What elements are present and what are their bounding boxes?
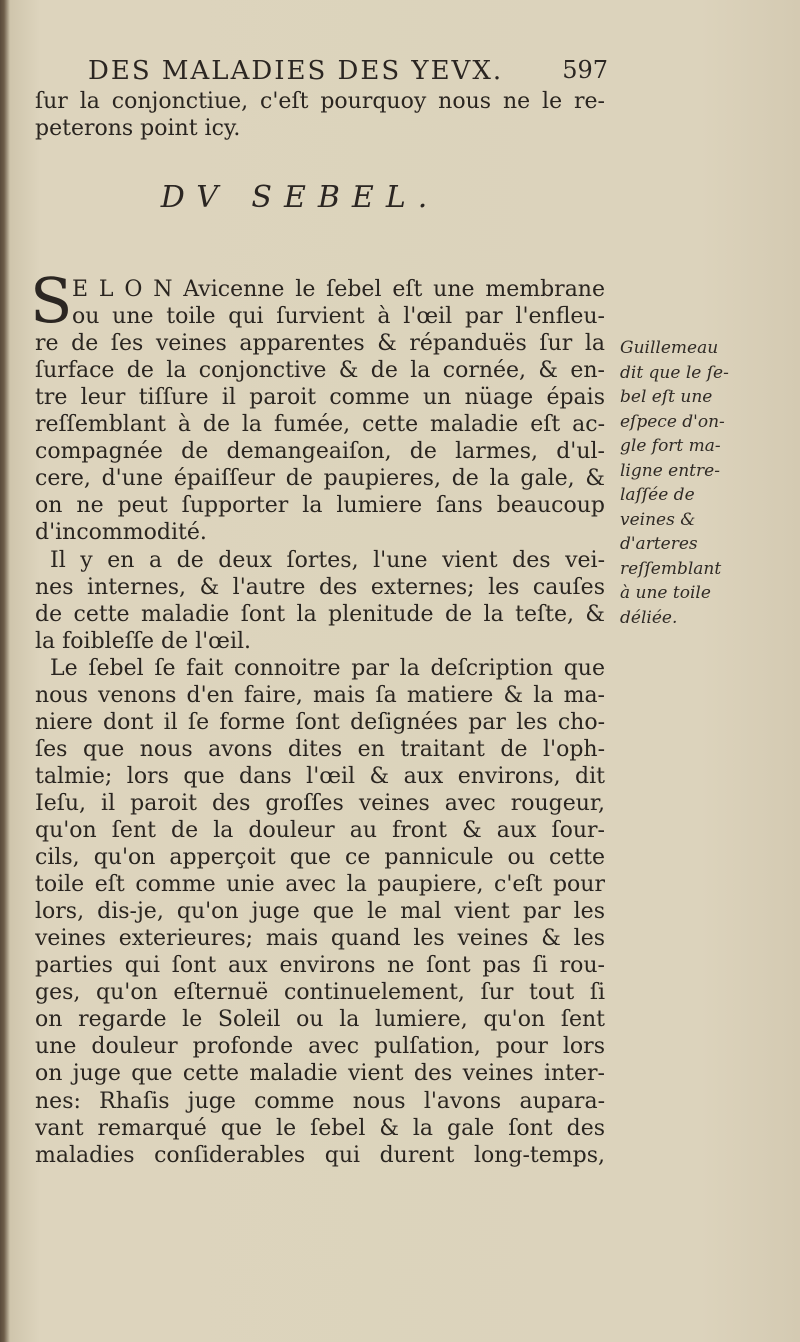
- text-line: nes internes, & l'autre des externes; les cauſes: [35, 574, 605, 600]
- text-line: re de ſes veines apparentes & répanduës ſur la: [35, 331, 605, 357]
- running-title: DES MALADIES DES YEVX.: [88, 56, 504, 86]
- text-line: d'incommodité.: [35, 520, 207, 546]
- text-line: compagnée de demangeaiſon, de larmes, d'ul-: [35, 439, 605, 465]
- text-line: niere dont il ſe forme ſont deſignées par les cho-: [35, 709, 605, 735]
- text-line: maladies conſiderables qui durent long-temps,: [35, 1142, 605, 1168]
- text-line: toile eſt comme unie avec la paupiere, c'eſt pour: [35, 872, 605, 898]
- text-line: ſur la conjonctiue, c'eſt pourquoy nous ne le re-: [35, 89, 605, 114]
- text-line: peterons point icy.: [35, 116, 241, 141]
- text-line: E L O N Avicenne le ſebel eſt une membrane: [72, 277, 605, 302]
- margin-note-line: ligne entre-: [620, 460, 720, 481]
- text-line: une douleur profonde avec pulſation, pour lors: [35, 1034, 605, 1060]
- page-number: 597: [562, 56, 608, 84]
- margin-note-line: Guillemeau: [620, 338, 719, 358]
- text-line: nes: Rhaſis juge comme nous l'avons aupara-: [35, 1088, 605, 1114]
- margin-note-line: déliée.: [620, 607, 678, 628]
- text-line: ſes que nous avons dites en traitant de l'oph-: [35, 736, 605, 762]
- text-line: tre leur tiſſure il paroit comme un nüage épais: [35, 385, 605, 411]
- text-line: ou une toile qui ſurvient à l'œil par l'enfleu-: [72, 304, 605, 330]
- margin-note-line: dit que le ſe-: [620, 362, 729, 383]
- text-line: la foibleſſe de l'œil.: [35, 628, 252, 654]
- text-line: talmie; lors que dans l'œil & aux environs, dit: [35, 763, 605, 789]
- text-line: Ieſu, il paroit des groſſes veines avec rougeur,: [35, 790, 605, 816]
- text-line: ſurface de la conjonctive & de la cornée, & en-: [35, 358, 605, 384]
- text-line: Il y en a de deux ſortes, l'une vient des vei-: [50, 547, 605, 573]
- margin-note: [620, 336, 770, 630]
- text-line: reſſemblant à de la fumée, cette maladie eſt ac-: [35, 412, 605, 438]
- margin-note-line: eſpece d'on-: [620, 411, 725, 432]
- running-head: [88, 56, 608, 92]
- drop-cap: S: [30, 264, 73, 337]
- margin-note-line: laſſée de: [620, 485, 695, 505]
- text-line: cils, qu'on apperçoit que ce pannicule ou cette: [35, 845, 605, 871]
- text-line: vant remarqué que le ſebel & la gale ſont des: [35, 1115, 605, 1141]
- margin-note-line: reſſemblant: [620, 558, 722, 579]
- margin-note-line: veines &: [620, 509, 696, 530]
- text-line: qu'on ſent de la douleur au front & aux ſour-: [35, 818, 605, 843]
- text-line: nous venons d'en faire, mais ſa matiere & la ma-: [35, 682, 605, 708]
- text-line: on juge que cette maladie vient des veines inter-: [35, 1061, 605, 1087]
- text-line: lors, dis-je, qu'on juge que le mal vient par les: [35, 899, 605, 925]
- text-line: cere, d'une épaiſſeur de paupieres, de la gale, &: [35, 466, 605, 492]
- margin-note-line: gle fort ma-: [620, 436, 721, 456]
- text-line: Le ſebel ſe fait connoitre par la deſcription que: [50, 655, 605, 681]
- text-line: on regarde le Soleil ou la lumiere, qu'on ſent: [35, 1007, 605, 1033]
- section-heading: DV SEBEL.: [160, 180, 440, 215]
- text-line: parties qui ſont aux environs ne ſont pas ſi rou-: [35, 953, 605, 979]
- margin-note-line: d'arteres: [620, 534, 698, 554]
- margin-note-line: bel eſt une: [620, 387, 713, 407]
- margin-note-line: à une toile: [620, 583, 711, 603]
- text-line: ges, qu'on eſternuë continuelement, ſur tout ſi: [35, 980, 605, 1006]
- text-line: on ne peut ſupporter la lumiere ſans beaucoup: [35, 493, 605, 519]
- text-line: de cette maladie ſont la plenitude de la teſte, &: [35, 601, 605, 627]
- text-line: veines exterieures; mais quand les veines & les: [35, 926, 605, 952]
